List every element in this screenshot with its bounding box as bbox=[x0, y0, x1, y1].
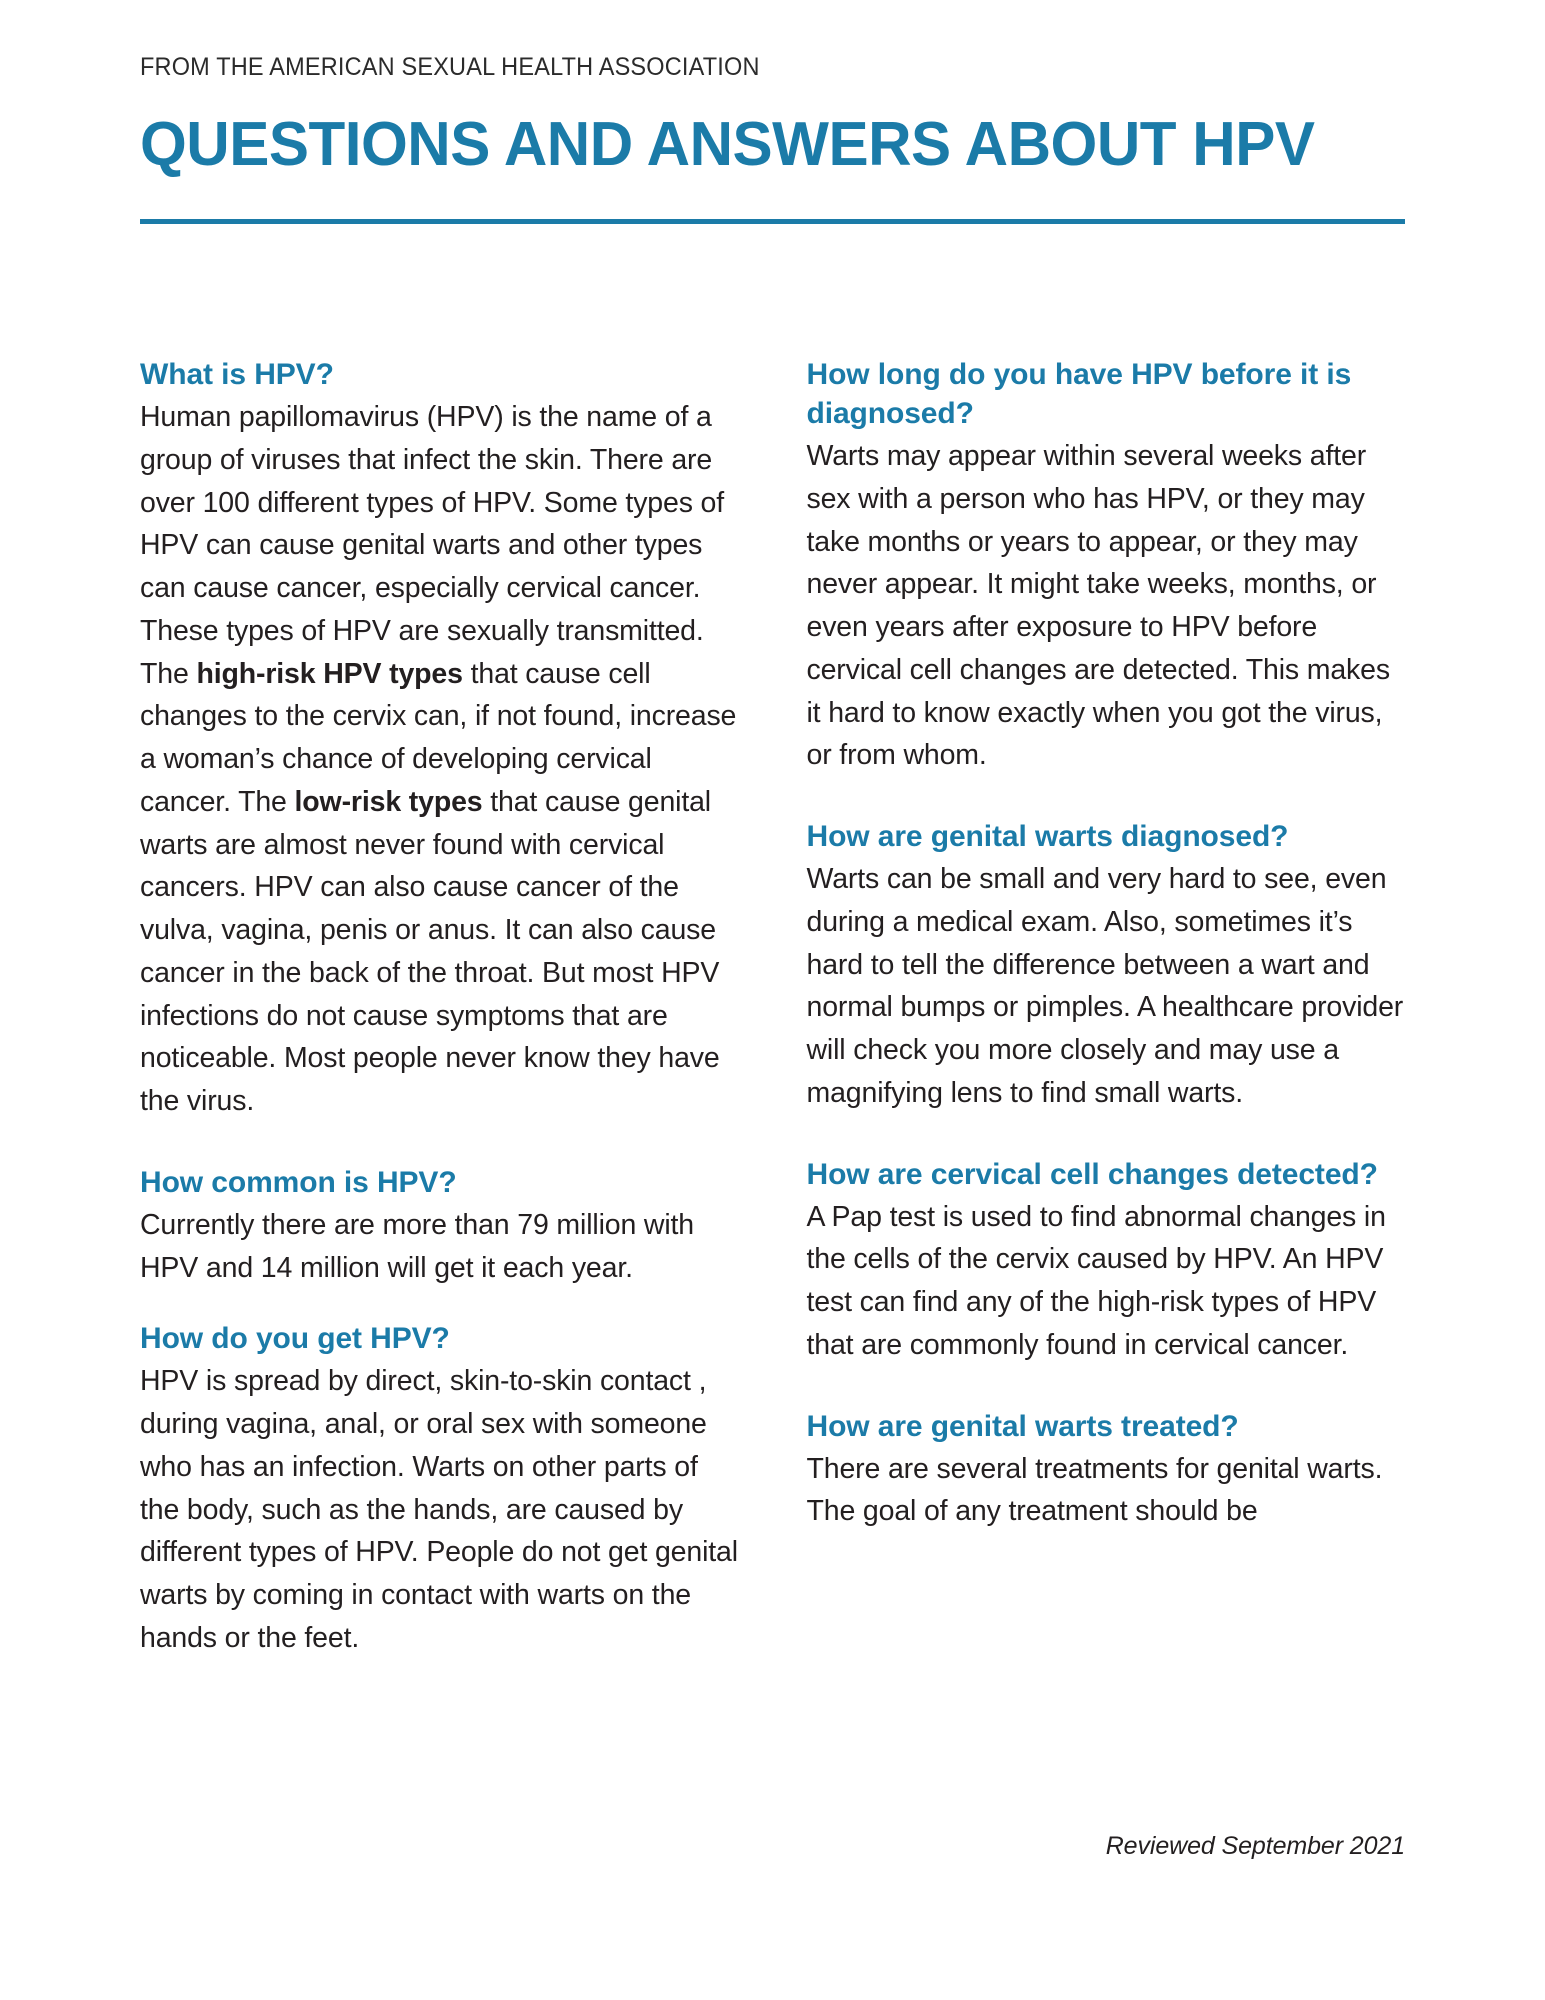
paragraph-text-run: The bbox=[140, 657, 197, 690]
section-heading-what-is-hpv: What is HPV? bbox=[140, 358, 334, 391]
section-heading-how-are-warts-treated: How are genital warts treated? bbox=[806, 1409, 1239, 1443]
section-what-is-hpv bbox=[140, 355, 739, 1123]
section-heading-how-are-cell-changes-detected: How are cervical cell changes detected? bbox=[806, 1157, 1378, 1191]
paragraph-text-run: that cause genital warts are almost never found with cervical cancers. HPV can also cause cancer of the vulva, vagina, penis or anus. It can also cause cancer in the back of the throat. But most HPV infections do not cause symptoms that are noticeable. Most people never know they have the virus. bbox=[140, 785, 720, 1117]
section-how-common-is-hpv bbox=[140, 1163, 739, 1290]
header-divider bbox=[140, 219, 1405, 224]
document-header bbox=[0, 0, 1545, 224]
section-paragraph: HPV is spread by direct, skin-to-skin contact , during vagina, anal, or oral sex with someone who has an infection. Warts on other parts of the body, such as the hands, are caused by different types of HPV. People do not get genital warts by coming in contact with warts on the hands or the feet. bbox=[140, 1365, 738, 1654]
section-paragraph bbox=[140, 653, 739, 1123]
section-heading-how-common-is-hpv: How common is HPV? bbox=[140, 1165, 457, 1199]
section-how-do-you-get-hpv bbox=[140, 1319, 739, 1659]
page-title: QUESTIONS AND ANSWERS ABOUT HPV bbox=[140, 110, 1315, 179]
section-paragraph: Human papillomavirus (HPV) is the name of a group of viruses that infect the skin. There are over 100 different types of HPV. Some types of HPV can cause genital warts and other types can cause cancer, especially cervical cancer. These types of HPV are sexually transmitted. bbox=[140, 401, 725, 647]
review-date-note: Reviewed September 2021 bbox=[1105, 1832, 1405, 1860]
paragraph-bold-run: high-risk HPV types bbox=[196, 657, 463, 690]
section-paragraph: A Pap test is used to find abnormal changes in the cells of the cervix caused by HPV. An HPV test can find any of the high-risk types of HPV that are commonly found in cervical cancer. bbox=[806, 1200, 1386, 1361]
left-column bbox=[140, 355, 739, 1660]
section-heading-how-do-you-get-hpv: How do you get HPV? bbox=[140, 1322, 450, 1356]
right-column bbox=[807, 355, 1406, 1660]
publisher-eyebrow: FROM THE AMERICAN SEXUAL HEALTH ASSOCIATION bbox=[140, 53, 760, 81]
paragraph-text-run: that cause cell changes to the cervix can, if not found, increase a woman’s chance of developing cervical cancer. The bbox=[140, 657, 737, 818]
section-how-are-warts-diagnosed bbox=[807, 817, 1406, 1115]
section-heading-how-are-warts-diagnosed: How are genital warts diagnosed? bbox=[806, 820, 1289, 853]
section-paragraph: Currently there are more than 79 million with HPV and 14 million will get it each year. bbox=[140, 1208, 694, 1284]
section-how-are-cell-changes-detected bbox=[807, 1155, 1406, 1367]
content-columns bbox=[0, 355, 1545, 1660]
section-paragraph: There are several treatments for genital warts. The goal of any treatment should be bbox=[806, 1452, 1383, 1528]
paragraph-bold-run: low-risk types bbox=[294, 785, 483, 818]
section-paragraph: Warts may appear within several weeks after sex with a person who has HPV, or they may take months or years to appear, or they may never appear. It might take weeks, months, or even years after exposure to HPV before cervical cell changes are detected. This makes it hard to know exactly when you got the virus, or from whom. bbox=[806, 440, 1390, 772]
section-paragraph: Warts can be small and very hard to see, even during a medical exam. Also, sometimes it’s hard to tell the difference between a wart and normal bumps or pimples. A healthcare provider will check you more closely and may use a magnifying lens to find small warts. bbox=[806, 863, 1404, 1109]
section-how-are-warts-treated bbox=[807, 1407, 1406, 1534]
document-footer bbox=[0, 1832, 1545, 1861]
section-how-long-before-diagnosed bbox=[807, 355, 1406, 777]
section-heading-how-long-before-diagnosed: How long do you have HPV before it is diagnosed? bbox=[806, 358, 1352, 430]
